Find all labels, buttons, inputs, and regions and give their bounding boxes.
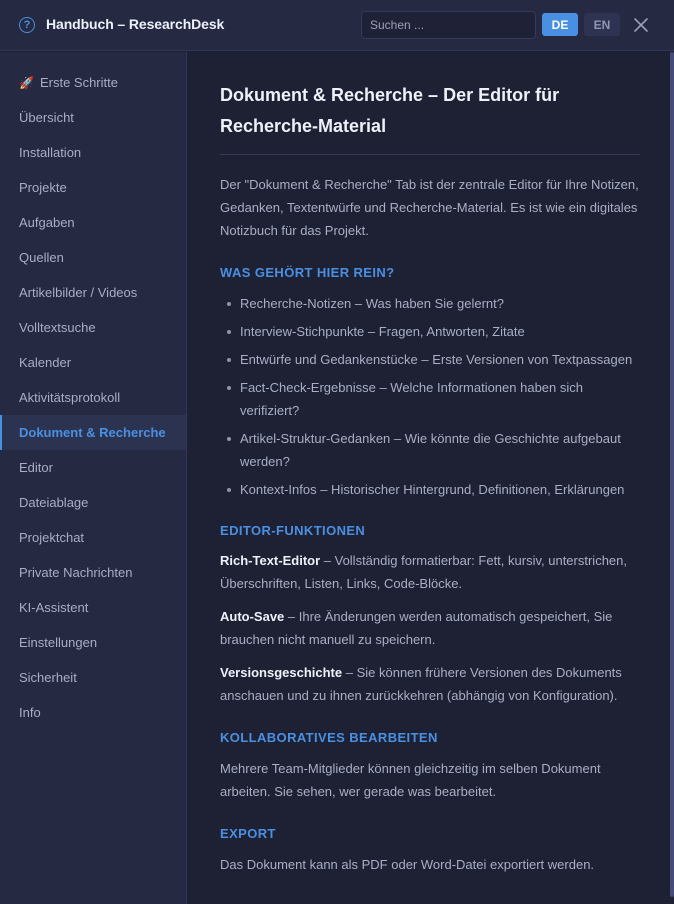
sidebar-item-ki-assistent[interactable] — [0, 590, 186, 625]
sidebar-item-label: Projekte — [19, 180, 67, 195]
list-item: Recherche-Notizen – Was haben Sie gelernt? — [220, 292, 640, 315]
feature-auto-save — [220, 605, 640, 651]
sidebar-item-label: Volltextsuche — [19, 320, 96, 335]
sidebar-item-artikelbilder-videos[interactable] — [0, 275, 186, 310]
sidebar-item-projekte[interactable] — [0, 170, 186, 205]
sidebar-item-label: Artikelbilder / Videos — [19, 285, 138, 300]
list-item: Fact-Check-Ergebnisse – Welche Informationen haben sich verifiziert? — [220, 376, 640, 422]
close-button[interactable] — [631, 15, 651, 35]
section-heading-was-gehoert-hier-rein: WAS GEHÖRT HIER REIN? — [220, 265, 395, 280]
sidebar-item-label: Quellen — [19, 250, 64, 265]
article — [220, 80, 640, 876]
sidebar-item-quellen[interactable] — [0, 240, 186, 275]
feature-description: – Vollständig formatierbar: Fett, kursiv, unterstrichen, Überschriften, Listen, Links, Code-Blöcke. — [220, 553, 627, 591]
header-bar — [0, 0, 674, 51]
question-circle-icon: ? — [19, 17, 35, 33]
feature-term: Versionsgeschichte — [220, 665, 343, 680]
collaboration-paragraph: Mehrere Team-Mitglieder können gleichzeitig im selben Dokument arbeiten. Sie sehen, wer gerade was bearbeitet. — [220, 761, 601, 799]
sidebar-item-volltextsuche[interactable] — [0, 310, 186, 345]
sidebar-item-label: Kalender — [19, 355, 72, 370]
section-heading-kollaboratives-bearbeiten: KOLLABORATIVES BEARBEITEN — [220, 730, 438, 745]
sidebar-item-kalender[interactable] — [0, 345, 186, 380]
page-title: Dokument & Recherche – Der Editor für Recherche-Material — [220, 80, 640, 155]
sidebar-item-label: Einstellungen — [19, 635, 98, 650]
sidebar-item-label: Erste Schritte — [39, 75, 118, 90]
search-input[interactable] — [361, 11, 536, 39]
sidebar-item-label: KI-Assistent — [19, 600, 89, 615]
sidebar-item-dokument-recherche[interactable] — [0, 415, 186, 450]
close-x-icon — [631, 15, 651, 35]
sidebar-item-label: Aufgaben — [19, 215, 75, 230]
sidebar-item-label: Info — [19, 705, 41, 720]
sidebar-item-label: Installation — [19, 145, 82, 160]
sidebar-item-uebersicht[interactable] — [0, 100, 186, 135]
export-paragraph: Das Dokument kann als PDF oder Word-Datei exportiert werden. — [220, 857, 595, 872]
intro-paragraph: Der "Dokument & Recherche" Tab ist der zentrale Editor für Ihre Notizen, Gedanken, Textentwürfe und Recherche-Material. Es ist wie ein digitales Notizbuch für das Projekt. — [220, 177, 639, 238]
sidebar-item-aufgaben[interactable] — [0, 205, 186, 240]
list-item: Kontext-Infos – Historischer Hintergrund, Definitionen, Erklärungen — [220, 478, 640, 501]
scrollbar-thumb[interactable] — [670, 52, 674, 897]
feature-term: Auto-Save — [220, 609, 285, 624]
sidebar-item-installation[interactable] — [0, 135, 186, 170]
sidebar-item-dateiablage[interactable] — [0, 485, 186, 520]
section-heading-export: EXPORT — [220, 826, 276, 841]
feature-rich-text-editor — [220, 549, 640, 595]
language-de-button[interactable]: DE — [542, 13, 578, 36]
sidebar-item-projektchat[interactable] — [0, 520, 186, 555]
rocket-icon: 🚀 — [19, 75, 34, 90]
sidebar-item-label: Übersicht — [19, 110, 74, 125]
bullet-list — [220, 292, 640, 501]
sidebar-item-label: Aktivitätsprotokoll — [19, 390, 121, 405]
sidebar-item-label: Sicherheit — [19, 670, 77, 685]
feature-description: – Sie können frühere Versionen des Dokuments anschauen und zu ihnen zurückkehren (abhängig von Konfiguration). — [220, 665, 622, 703]
sidebar-item-info[interactable] — [0, 695, 186, 730]
sidebar-nav — [0, 52, 187, 904]
sidebar-item-private-nachrichten[interactable] — [0, 555, 186, 590]
section-heading-editor-funktionen: EDITOR-FUNKTIONEN — [220, 523, 366, 538]
content-scrollbar[interactable] — [670, 52, 674, 904]
sidebar-item-label: Private Nachrichten — [19, 565, 133, 580]
list-item: Artikel-Struktur-Gedanken – Wie könnte die Geschichte aufgebaut werden? — [220, 427, 640, 473]
sidebar-item-label: Editor — [19, 460, 53, 475]
sidebar-item-einstellungen[interactable] — [0, 625, 186, 660]
sidebar-item-editor[interactable] — [0, 450, 186, 485]
sidebar-item-label: Dokument & Recherche — [19, 425, 166, 440]
sidebar-item-erste-schritte[interactable] — [0, 65, 186, 100]
list-item: Entwürfe und Gedankenstücke – Erste Versionen von Textpassagen — [220, 348, 640, 371]
sidebar-item-aktivitaetsprotokoll[interactable] — [0, 380, 186, 415]
sidebar-item-label: Projektchat — [19, 530, 85, 545]
feature-description: – Ihre Änderungen werden automatisch gespeichert, Sie brauchen nicht manuell zu speichern. — [220, 609, 613, 647]
feature-versionsgeschichte — [220, 661, 640, 707]
list-item: Interview-Stichpunkte – Fragen, Antworten, Zitate — [220, 320, 640, 343]
sidebar-item-sicherheit[interactable] — [0, 660, 186, 695]
content-pane — [188, 52, 674, 904]
feature-term: Rich-Text-Editor — [220, 553, 321, 568]
window-title: Handbuch – ResearchDesk — [46, 16, 225, 32]
sidebar-item-label: Dateiablage — [19, 495, 89, 510]
language-en-button[interactable]: EN — [584, 13, 620, 36]
